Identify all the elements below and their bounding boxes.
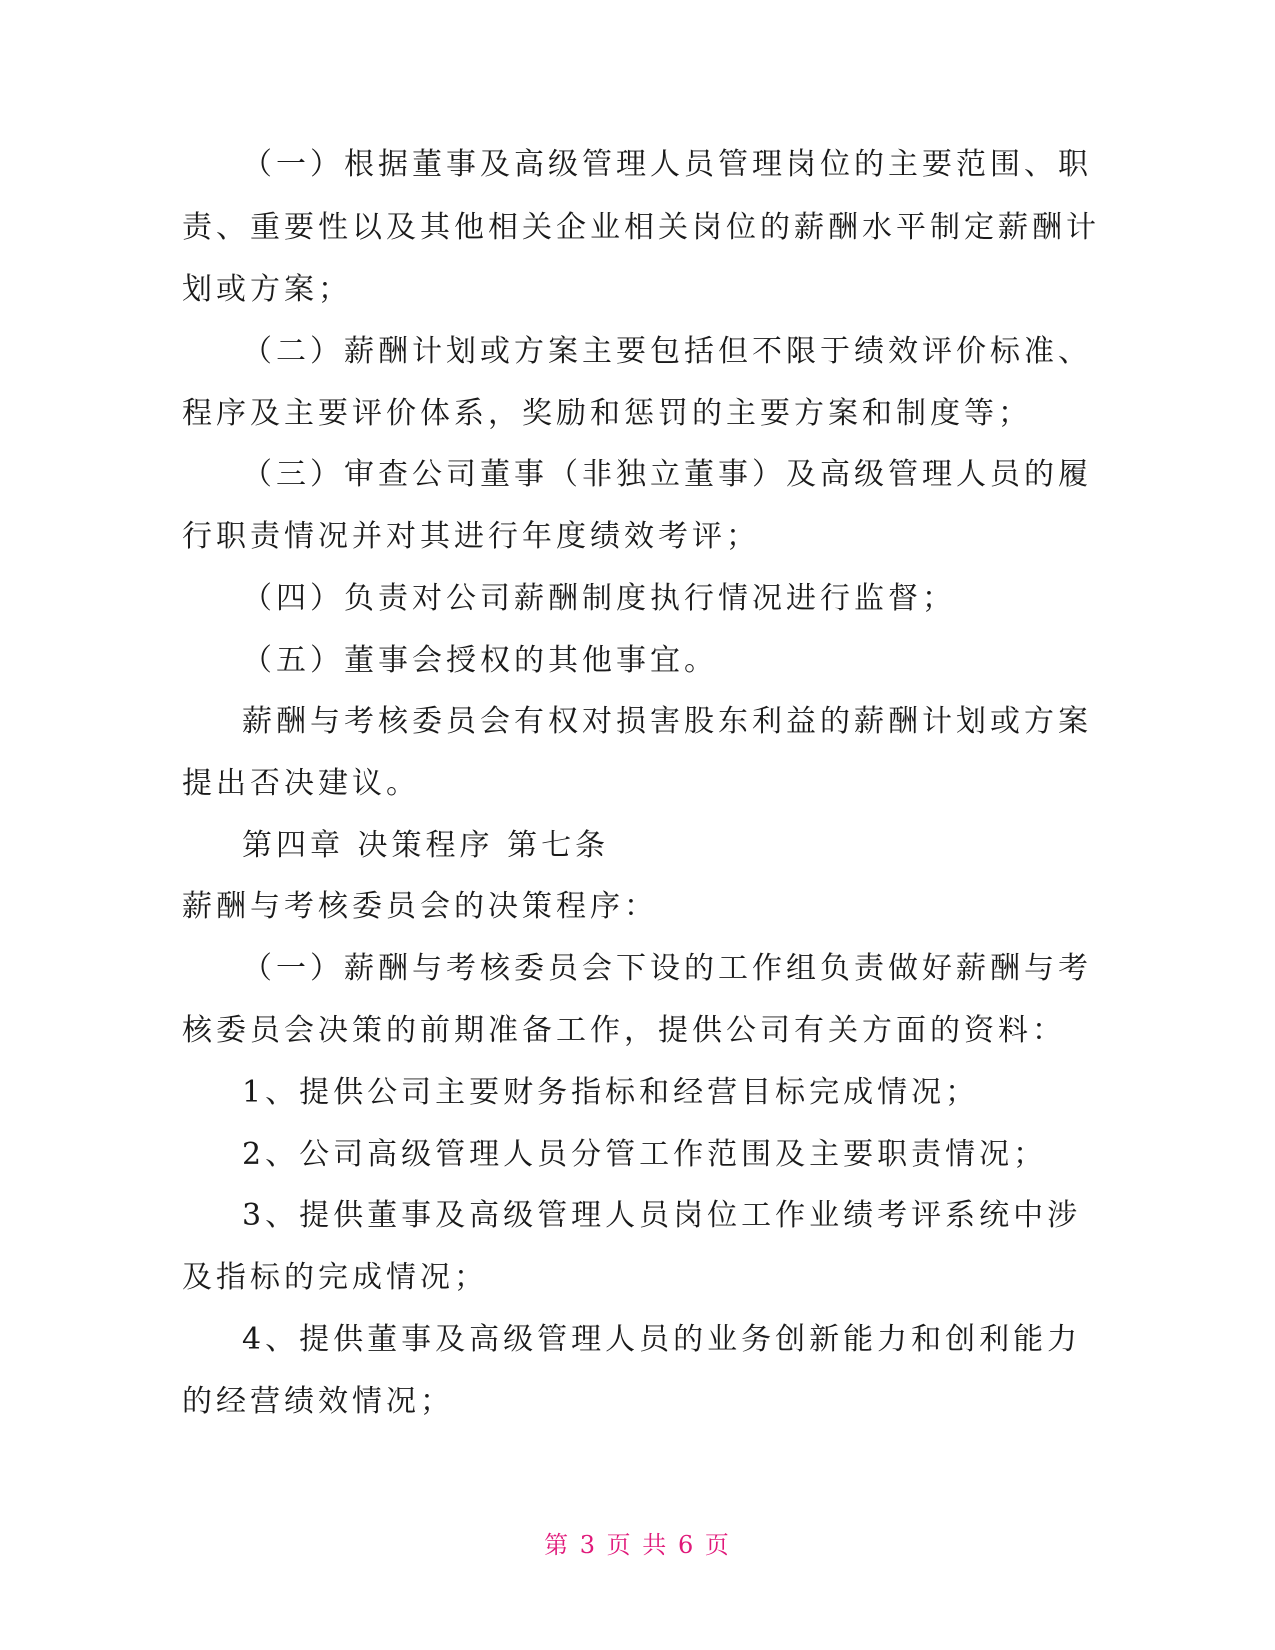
text-line: （五）董事会授权的其他事宜。	[242, 643, 718, 678]
text-line: （一）根据董事及高级管理人员管理岗位的主要范围、职	[242, 147, 1092, 182]
text-line: 4、提供董事及高级管理人员的业务创新能力和创利能力	[242, 1322, 1082, 1357]
text-line: （一）薪酬与考核委员会下设的工作组负责做好薪酬与考	[242, 951, 1092, 986]
text-line: 1、提供公司主要财务指标和经营目标完成情况；	[242, 1075, 980, 1110]
text-line: 薪酬与考核委员会的决策程序：	[182, 889, 658, 924]
text-line: （三）审查公司董事（非独立董事）及高级管理人员的履	[242, 457, 1092, 492]
text-line: 程序及主要评价体系，奖励和惩罚的主要方案和制度等；	[182, 396, 1032, 431]
page-number-footer: 第 3 页 共 6 页	[544, 1531, 731, 1559]
text-line: （四）负责对公司薪酬制度执行情况进行监督；	[242, 581, 956, 616]
section-heading: 第四章 决策程序 第七条	[242, 828, 610, 863]
text-line: 责、重要性以及其他相关企业相关岗位的薪酬水平制定薪酬计	[182, 210, 1100, 245]
text-line: 提出否决建议。	[182, 766, 420, 801]
text-line: 核委员会决策的前期准备工作，提供公司有关方面的资料：	[182, 1013, 1066, 1048]
text-line: 的经营绩效情况；	[182, 1384, 454, 1419]
text-line: 3、提供董事及高级管理人员岗位工作业绩考评系统中涉	[242, 1198, 1082, 1233]
text-line: 行职责情况并对其进行年度绩效考评；	[182, 519, 760, 554]
text-line: 及指标的完成情况；	[182, 1260, 488, 1295]
text-line: 2、公司高级管理人员分管工作范围及主要职责情况；	[242, 1137, 1048, 1172]
text-line: 薪酬与考核委员会有权对损害股东利益的薪酬计划或方案	[242, 704, 1092, 739]
text-line: （二）薪酬计划或方案主要包括但不限于绩效评价标准、	[242, 334, 1092, 369]
text-line: 划或方案；	[182, 272, 352, 307]
